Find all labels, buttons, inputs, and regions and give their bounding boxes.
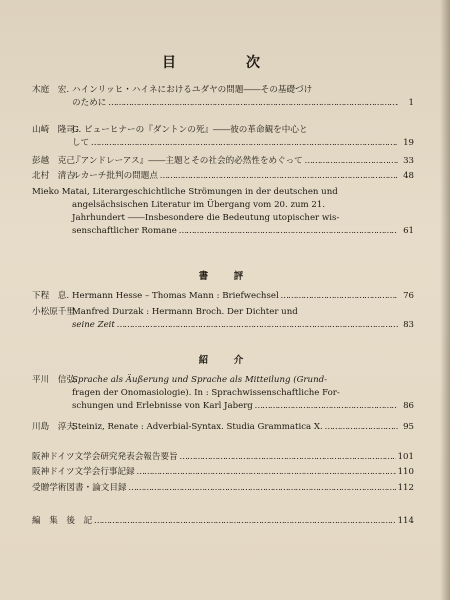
entry-author: 山崎 隆司.: [32, 125, 78, 135]
toc-entry-review-1: [32, 290, 414, 303]
entry-line: angelsächsischen Literatur im Übergang vom 20. zum 21.: [72, 200, 326, 210]
toc-entry-report-2: [32, 466, 414, 479]
entry-title-line1: ルカーチ批判の問題点 ………………………………………………………………………………………………………………: [72, 170, 398, 182]
entry-author: 小松原千里.: [32, 307, 78, 317]
entry-page: 33: [403, 156, 414, 166]
entry-page: 83: [403, 320, 414, 330]
entry-title-line3: schungen und Erlebnisse von Karl Jaberg ………………………………………………………………………………………………………………: [72, 400, 398, 412]
entry-page: 19: [403, 138, 414, 148]
toc-entry-intro-2: [32, 421, 414, 434]
entry-title-line2: fragen der Onomasiologie). In : Sprachwissenschaftliche For-: [72, 388, 340, 398]
entry-line: senschaftlicher Romane ………………………………………………………………………………………………………………: [72, 225, 398, 237]
toc-entry-article-4: [32, 170, 414, 183]
entry-title-line1: Manfred Durzak : Hermann Broch. Der Dichter und: [72, 307, 298, 317]
toc-entry-article-2: [32, 124, 414, 150]
entry-title-line2: して ………………………………………………………………………………………………………………: [72, 137, 398, 149]
entry-title: 阪神ドイツ文学会行事記録 ………………………………………………………………………………………………………………: [32, 466, 396, 478]
entry-page: 61: [403, 226, 414, 236]
entry-page: 76: [403, 291, 414, 301]
entry-page: 114: [397, 516, 414, 526]
entry-title-line1: ハインリッヒ・ハイネにおけるユダヤの問題――その基礎づけ: [72, 85, 313, 95]
entry-author: 平川 信弘.: [32, 375, 78, 385]
entry-title-line1: Steiniz, Renate : Adverbial-Syntax. Studia Grammatica X. ………………………………………………………………………………………………………………: [72, 421, 398, 433]
entry-title: 編 集 後 記 ………………………………………………………………………………………………………………: [32, 515, 396, 527]
entry-page: 101: [397, 452, 414, 462]
entry-title-line2: seine Zeit ………………………………………………………………………………………………………………: [72, 319, 398, 331]
toc-entry-matai: [32, 186, 414, 238]
entry-page: 1: [408, 98, 414, 108]
entry-title-line2: のために ………………………………………………………………………………………………………………: [72, 97, 398, 109]
entry-author: 川島 淳夫.: [32, 422, 78, 432]
entry-author: 下程 息.: [32, 291, 70, 301]
entry-title: 受贈学術図書・論文目録 ………………………………………………………………………………………………………………: [32, 482, 396, 494]
toc-entry-intro-1: [32, 374, 414, 413]
toc-entry-article-1: [32, 84, 414, 110]
entry-title-line1: 『アンドレーアス』――主題とその社会的必然性をめぐって ………………………………………………………………………………………………………………: [72, 155, 398, 167]
entry-page: 112: [397, 483, 414, 493]
entry-page: 48: [403, 171, 414, 181]
section-heading-introductions: 紹 介: [198, 355, 252, 366]
entry-author: 木庭 宏.: [32, 85, 70, 95]
toc-entry-editor-note: [32, 515, 414, 528]
entry-title: 阪神ドイツ文学会研究発表会報告要旨 ………………………………………………………………………………………………………………: [32, 451, 396, 463]
entry-line: Mieko Matai, Literargeschichtliche Strömungen in der deutschen und: [32, 187, 338, 197]
entry-title-line1: Hermann Hesse – Thomas Mann : Briefwechsel ………………………………………………………………………………………………………………: [72, 290, 398, 302]
entry-page: 110: [397, 467, 414, 477]
entry-author: 彭越 克己.: [32, 156, 78, 166]
page-title: 目 次: [162, 55, 288, 71]
toc-entry-report-3: [32, 482, 414, 495]
entry-line: Jahrhundert ――Insbesondere die Bedeutung utopischer wis-: [72, 213, 340, 223]
entry-author: 北村 清吉.: [32, 171, 78, 181]
entry-page: 95: [403, 422, 414, 432]
entry-page: 86: [403, 401, 414, 411]
page-edge-shadow: [440, 0, 450, 600]
entry-title-line1: G. ビューヒナーの『ダントンの死』――彼の革命観を中心と: [72, 125, 308, 135]
toc-entry-review-2: [32, 306, 414, 332]
entry-title-line1: Sprache als Äußerung und Sprache als Mitteilung (Grund-: [72, 375, 328, 385]
toc-entry-article-3: [32, 155, 414, 168]
section-heading-reviews: 書 評: [198, 271, 252, 282]
toc-entry-report-1: [32, 451, 414, 464]
